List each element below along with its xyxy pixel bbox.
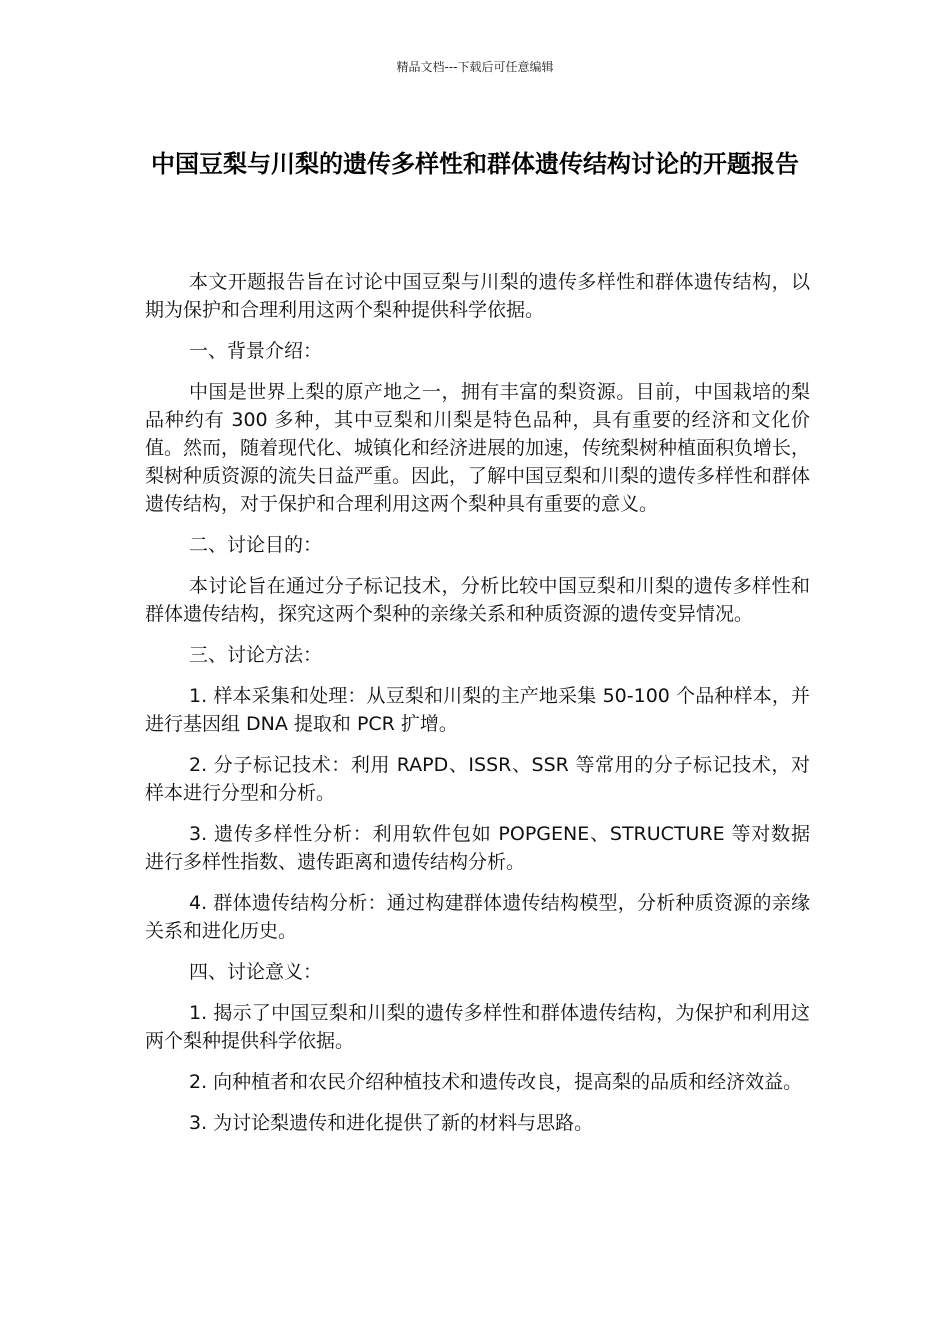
section-heading-methods: 三、讨论方法： bbox=[189, 644, 323, 666]
background-paragraph: 中国是世界上梨的原产地之一，拥有丰富的梨资源。目前，中国栽培的梨品种约有 300 多种，其中豆梨和川梨是特色品种，具有重要的经济和文化价值。然而，随着现代化、城镇化和经济进展的加速，传统梨树种植面积负增长，梨树种质资源的流失日益严重。因此，了解中国豆梨和川梨的遗传多样性和群体遗传结构，对于保护和合理利用这两个梨种具有重要的意义。 bbox=[145, 381, 811, 515]
section-heading-purpose: 二、讨论目的： bbox=[189, 534, 323, 556]
document-body bbox=[145, 268, 810, 1150]
header-note: 精品文档---下载后可任意编辑 bbox=[396, 60, 554, 74]
document-title: 中国豆梨与川梨的遗传多样性和群体遗传结构讨论的开题报告 bbox=[151, 150, 799, 178]
method-item-2: 2. 分子标记技术：利用 RAPD、ISSR、SSR 等常用的分子标记技术，对样本进行分型和分析。 bbox=[145, 754, 810, 804]
section-heading-background: 一、背景介绍： bbox=[189, 340, 323, 362]
significance-item-1: 1. 揭示了中国豆梨和川梨的遗传多样性和群体遗传结构，为保护和利用这两个梨种提供科学依据。 bbox=[145, 1002, 810, 1052]
purpose-paragraph: 本讨论旨在通过分子标记技术，分析比较中国豆梨和川梨的遗传多样性和群体遗传结构，探究这两个梨种的亲缘关系和种质资源的遗传变异情况。 bbox=[145, 575, 810, 625]
method-item-1: 1. 样本采集和处理：从豆梨和川梨的主产地采集 50-100 个品种样本，并进行基因组 DNA 提取和 PCR 扩增。 bbox=[145, 685, 810, 735]
significance-item-3: 3. 为讨论梨遗传和进化提供了新的材料与思路。 bbox=[189, 1112, 594, 1134]
method-item-3: 3. 遗传多样性分析：利用软件包如 POPGENE、STRUCTURE 等对数据进行多样性指数、遗传距离和遗传结构分析。 bbox=[145, 823, 810, 873]
method-item-4: 4. 群体遗传结构分析：通过构建群体遗传结构模型，分析种质资源的亲缘关系和进化历史。 bbox=[145, 892, 810, 942]
significance-item-2: 2. 向种植者和农民介绍种植技术和遗传改良，提高梨的品质和经济效益。 bbox=[189, 1071, 803, 1093]
section-heading-significance: 四、讨论意义： bbox=[189, 961, 323, 983]
intro-paragraph: 本文开题报告旨在讨论中国豆梨与川梨的遗传多样性和群体遗传结构，以期为保护和合理利用这两个梨种提供科学依据。 bbox=[145, 271, 810, 321]
